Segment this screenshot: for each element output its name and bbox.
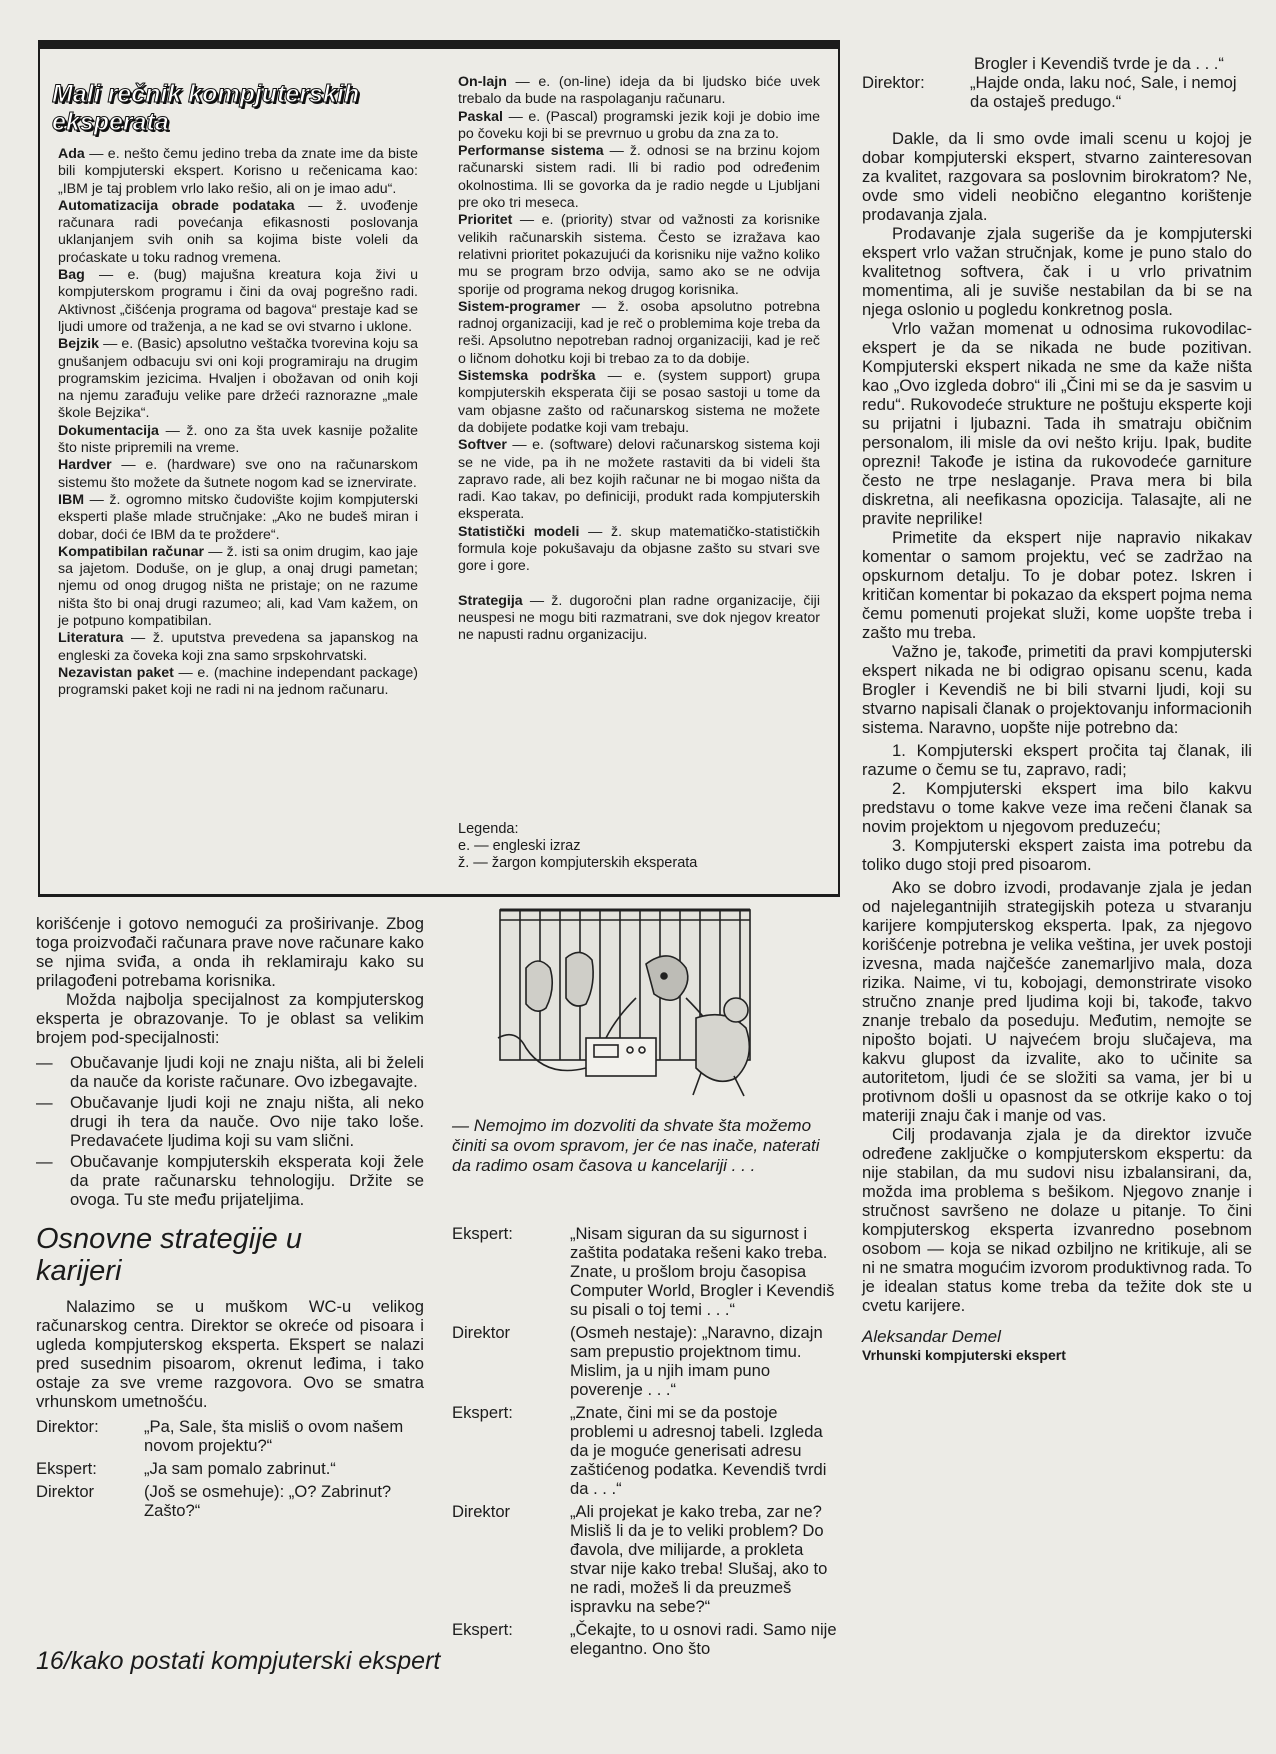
- glossary-definition: — e. nešto čemu jedino treba da znate ime da biste bili kompjuterski ekspert. Korisno u rečenicama kao: „IBM je taj problem vrlo lako rešio, ali on je imao adu“.: [58, 146, 418, 197]
- glossary-entry: [458, 74, 820, 109]
- glossary-definition: — ž. isti sa onim drugim, kao jaje sa jajetom. Doduše, on je glup, a onaj drugi pametan; njemu od onog drugog ništa ne pristaje; on ne razume ništa što bi onaj drugi razumeo; ali, kad Vam kažem, on je potpuno kompatibilan.: [58, 543, 418, 630]
- glossary-entry: [58, 492, 418, 544]
- cartoon-caption: — Nemojmo im dozvoliti da shvate šta možemo činiti sa ovom spravom, jer će nas inače, naterati da radimo osam časova u kancelariji . . .: [452, 1116, 820, 1175]
- glossary-entry: [58, 423, 418, 458]
- right-dialog: [862, 73, 1252, 115]
- glossary-term: Kompatibilan računar: [58, 543, 205, 560]
- left-paragraph-2: Možda najbolja specijalnost za kompjuterskog eksperta je obrazovanje. To je oblast sa velikim brojem pod-specijalnosti:: [36, 990, 424, 1047]
- glossary-term: Ada: [58, 146, 85, 162]
- dialog-row: [36, 1482, 424, 1524]
- glossary-term: Literatura: [58, 630, 124, 647]
- left-dialog: [36, 1417, 424, 1524]
- dialog-line: (Osmeh nestaje): „Naravno, dizajn sam prepustio projektnom timu. Mislim, ja u njih imam puno poverenje . . .“: [570, 1323, 823, 1399]
- glossary-entry: [58, 665, 418, 700]
- numbered-list: [862, 741, 1252, 874]
- dialog-row: [452, 1224, 837, 1323]
- dialog-row: [452, 1323, 837, 1403]
- glossary-term: Statistički modeli: [458, 523, 580, 540]
- right-paragraph: Dakle, da li smo ovde imali scenu u kojoj je dobar kompjuterski ekspert, stvarno zainteresovan za kvalitet, razgovara sa poslovnim birokratom? Ne, ovde smo videli neobično elegantno korištenje prodavanja zjala.: [862, 129, 1252, 224]
- list-item: — Obučavanje ljudi koji ne znaju ništa, ali bi želeli da nauče da koriste računare. Ovo izbegavajte.: [36, 1053, 424, 1091]
- glossary-entry: [458, 524, 820, 576]
- glossary-term: On-lajn: [458, 74, 507, 90]
- dialog-speaker: Ekspert:: [452, 1620, 513, 1639]
- glossary-entry: [458, 368, 820, 437]
- dialog-line: (Još se osmehuje): „O? Zabrinut? Zašto?“: [144, 1482, 392, 1520]
- glossary-entry: [458, 212, 820, 298]
- left-column: [36, 914, 424, 1524]
- dialog-speaker: Direktor:: [862, 73, 925, 92]
- author-name: Aleksandar Demel: [862, 1327, 1001, 1346]
- left-paragraph-1: korišćenje i gotovo nemogući za proširivanje. Zbog toga proizvođači računara prave nove računare kako se njima sviđa, a onda ih reklamiraju kako su prilagođeni potrebama korisnika.: [36, 914, 424, 990]
- dialog-row: [452, 1620, 837, 1662]
- middle-dialog: [452, 1224, 837, 1662]
- glossary-entry: [58, 267, 418, 336]
- right-paragraph: Vrlo važan momenat u odnosima rukovodilac-ekspert je da se nikada ne bude pozitivan. Kompjuterski ekspert nikada ne sme da kaže ništa kao „Ovo izgleda dobro“ ili „Čini mi se da je sasvim u redu“. Rukovodeće strukture ne poštuju eksperte koji su prijatni i ljubazni. Tada ih smatraju običnim personalom, ili misle da ovi nešto kriju. Ipak, budite oprezni! Takođe je istina da rukovodeće garniture često ne trpe neslaganje. Prava mera bi bila diskretna, ali neefikasna opozicija. Talasajte, ali ne pravite neprilike!: [862, 319, 1252, 528]
- dialog-line: „Znate, čini mi se da postoje problemi u adresnoj tabeli. Izgleda da je moguće generisati adresu zaštićenog podatka. Kevendiš tvrdi da . . .“: [570, 1403, 827, 1498]
- glossary-definition: — e. (Pascal) programski jezik koji je dobio ime po čoveku koji bi se prevrnuo u grobu da zna za to.: [458, 108, 820, 142]
- dialog-line: „Nisam siguran da su sigurnost i zaštita podataka rešeni kako treba. Znate, u prošlom broju časopisa Computer World, Brogler i Kevendiš su pisali o toj temi . . .“: [570, 1224, 835, 1319]
- glossary-term: IBM: [58, 491, 85, 508]
- glossary-entry: [58, 630, 418, 665]
- author-title: Vrhunski kompjuterski ekspert: [862, 1347, 1066, 1363]
- glossary-column-2: [458, 74, 820, 645]
- glossary-definition: — ž. dugoročni plan radne organizacije, čiji neuspesi ne mogu biti razmatrani, sve dok njegov kreator ne napusti radnu organizaciju.: [458, 592, 820, 644]
- glossary-entry: [58, 457, 418, 492]
- glossary-term: Sistem-programer: [458, 298, 581, 315]
- glossary-definition: — e. (bug) majušna kreatura koja živi u kompjuterskom programu i čini da ovaj pogrešno radi. Aktivnost „čišćenja programa od bagova“ prestaje kad se ljudi umore od traženja, a ne kad se ovi stvarno i uklone.: [58, 267, 418, 335]
- cartoon-illustration: [496, 898, 814, 1112]
- right-column: [862, 54, 1252, 1365]
- glossary-term: Dokumentacija: [58, 422, 159, 439]
- section-heading: Osnovne strategije u karijeri: [36, 1223, 302, 1287]
- glossary-definition: — e. (machine independant package) programski paket koji ne radi ni na jednom računaru.: [58, 664, 418, 699]
- list-item: 1. Kompjuterski ekspert pročita taj članak, ili razume o čemu se tu, zapravo, radi;: [862, 741, 1252, 779]
- education-list: [36, 1053, 424, 1209]
- glossary-term: Softver: [458, 437, 507, 454]
- glossary-entry: [458, 593, 820, 645]
- dialog-row: [452, 1403, 837, 1502]
- list-item: 2. Kompjuterski ekspert ima bilo kakvu predstavu o tome kakve veze ima rečeni članak sa novim projektom u njegovom preduzeću;: [862, 779, 1252, 836]
- glossary-term: Nezavistan paket: [58, 664, 174, 681]
- left-paragraph-3: Nalazimo se u muškom WC-u velikog računarskog centra. Direktor se okreće od pisoara i ugleda kompjuterskog eksperta. Ekspert se nalazi pred susednim pisoarom, okrenut leđima, i tako ostaje za sve vreme razgovora. Ovo se smatra vrhunskom umetnošću.: [36, 1297, 424, 1411]
- dialog-speaker: Ekspert:: [36, 1459, 97, 1478]
- dialog-row: [36, 1459, 424, 1482]
- glossary-entry: [58, 198, 418, 267]
- glossary-definition: — ž. odnosi se na brzinu kojom računarski sistem radi. Ili bi radio pod određenim okolnostima. Ili se govorka da je radio negde u Ljubljani pre oko tri meseca.: [458, 143, 821, 212]
- dialog-row: [452, 1502, 837, 1620]
- glossary-term: Bag: [58, 267, 85, 284]
- glossary-definition: — ž. ono za šta uvek kasnije požalite što niste pripremili na vreme.: [58, 422, 418, 457]
- right-continuation: Brogler i Kevendiš tvrde je da . . .“: [974, 54, 1224, 73]
- glossary-term: Bejzik: [58, 336, 100, 353]
- glossary-entry: [58, 146, 418, 198]
- glossary-definition: — e. (hardware) sve ono na računarskom sistemu što možete da šutnete nogom kad se iznervirate.: [58, 457, 418, 491]
- glossary-entry: [58, 336, 418, 422]
- glossary-definition: — e. (software) delovi računarskog sistema koji se ne vide, pa ih ne možete rastaviti da bi videli šta zapravo rade, ali bez kojih računar ne bi mogao ništa da radi. Kao takav, po definiciji, produkt rada kompjuterskih eksperata.: [458, 437, 820, 523]
- glossary-entry: [458, 109, 820, 144]
- middle-column: [452, 1224, 837, 1662]
- glossary-term: Hardver: [58, 457, 112, 474]
- legend-english: e. — engleski izraz: [458, 838, 581, 854]
- dialog-line: „Čekajte, to u osnovi radi. Samo nije elegantno. Ono što: [570, 1620, 837, 1658]
- list-item: — Obučavanje ljudi koji ne znaju ništa, ali neko drugi ih tera da nauče. Ovo nije tako loše. Predavaćete ljudima koji su vam slični.: [36, 1093, 424, 1150]
- legend-title: Legenda:: [458, 821, 519, 837]
- glossary-definition: — ž. ogromno mitsko čudovište kojim kompjuterski eksperti plaše mlade stručnjake: „Ako ne budeš miran i dobar, doći će IBM da te proždere“.: [58, 491, 418, 543]
- glossary-definition: — ž. uvođenje računara radi povećanja efikasnosti poslovanja uklanjanjem svih onih sa kojima biste voleli da proćaskate u toku radnog vremena.: [58, 197, 418, 266]
- glossary-definition: — e. (on-line) ideja da bi ljudsko biće uvek trebalo da bude na raspolaganju računaru.: [458, 74, 820, 108]
- dialog-speaker: Ekspert:: [452, 1403, 513, 1422]
- glossary-entry: [458, 299, 820, 368]
- dialog-speaker: Direktor: [36, 1482, 95, 1501]
- glossary-term: Sistemska podrška: [458, 368, 596, 385]
- glossary-title: Mali rečnik kompjuterskih eksperata: [52, 80, 360, 136]
- glossary-entry: [458, 143, 820, 212]
- page-footer: 16/kako postati kompjuterski ekspert: [36, 1647, 441, 1675]
- glossary-term: Prioritet: [458, 212, 513, 229]
- glossary-term: Paskal: [458, 108, 503, 125]
- right-paragraph: Ako se dobro izvodi, prodavanje zjala je jedan od najelegantnijih strategijskih poteza u stvaranju karijere kompjuterskog eksperta. Ipak, za njegovo korišćenje potrebna je velika veština, jer uvek postoji izvesna, mada najčešće zanemarljivo mala, doza rizika. Naime, vi tu, kobojagi, demonstrirate visoko stručno znanje pred ljudima koji bi, takođe, takvo znanje trebalo da poseduju. Međutim, nemojte se nipošto bojati. U najvećem broju slučajeva, ma kakvu glupost da izvalite, ako to učinite sa autoritetom, ljudi će se složiti sa vama, jer bi u protivnom došli u opasnost da se otkrije kako o toj materiji znaju čak i manje od vas.: [862, 878, 1252, 1125]
- dialog-row: [862, 73, 1252, 115]
- legend-jargon: ž. — žargon kompjuterskih eksperata: [458, 855, 698, 871]
- dialog-line: „Hajde onda, laku noć, Sale, i nemoj da ostaješ predugo.“: [970, 73, 1237, 111]
- glossary-definition: — ž. skup matematičko-statističkih formula koje pokušavaju da objasne zašto su stvari sve gore i gore.: [458, 523, 821, 575]
- glossary-entry: [458, 437, 820, 523]
- glossary-term: Strategija: [458, 592, 523, 609]
- dialog-speaker: Direktor: [452, 1323, 511, 1342]
- dialog-line: „Ali projekat je kako treba, zar ne? Misliš li da je to veliki problem? Do đavola, dve milijarde, a prokleta stvar nije kako treba! Slušaj, ako to ne radi, možeš li da preuzmeš ispravku na sebe?“: [570, 1502, 828, 1616]
- right-paragraph: Važno je, takođe, primetiti da pravi kompjuterski ekspert nikada ne bi odigrao opisanu scenu, kada Brogler i Kevendiš ne bi bili stvarni ljudi, koji su stvarno napisali članak o projektovanju informacionih sistema. Naravno, uopšte nije potrebno da:: [862, 642, 1252, 737]
- glossary-term: Performanse sistema: [458, 143, 604, 160]
- dialog-speaker: Direktor:: [36, 1417, 99, 1436]
- right-paragraph: Prodavanje zjala sugeriše da je kompjuterski ekspert vrlo važan stručnjak, kome je puno stalo do kvalitetnog softvera, čak i u vrlo privatnim momentima, ali je suviše nestabilan da bi se na njega oslonio u pogledu konkretnog posla.: [862, 224, 1252, 319]
- glossary-definition: — e. (priority) stvar od važnosti za korisnike velikih računarskih sistema. Često se izražava kao relativni prioritet pokazujući da korisniku nije važno koliko mu se program brzo odvija, samo ako se ne odvija sporije od programa nekog drugog korisnika.: [458, 212, 820, 298]
- glossary-term: Automatizacija obrade podataka: [58, 197, 295, 214]
- dialog-row: [36, 1417, 424, 1459]
- glossary-definition: — ž. uputstva prevedena sa japanskog na engleski za čoveka koji zna samo srpskohrvatski.: [58, 630, 418, 664]
- right-paragraph: Primetite da ekspert nije napravio nikakav komentar o samom projektu, već se zadržao na opskurnom detalju. To je dobar potez. Iskren i kritičan komentar bi pokazao da ekspert pojma nema čemu pomenuti projekat služi, kome uopšte treba i zašto mu treba.: [862, 528, 1252, 642]
- glossary-definition: — e. (system support) grupa kompjuterskih eksperata čiji se posao sastoji u tome da vam objasne zašto od računarskog sistema ne možete da dobijete podatke koji vam trebaju.: [458, 368, 820, 436]
- right-paragraph: Cilj prodavanja zjala je da direktor izvuče određene zaključke o kompjuterskom ekspertu: da nije stabilan, da mu sudovi nisu izbalansirani, da, možda ima problema s bešikom. Njegovo znanje i stručnost savršeno ne dolaze u pitanje. To čini kompjuterskog eksperta izvanredno posebnom osobom — koja se nikad ozbiljno ne kritikuje, ali se ni ne smatra mogućim izvorom produktivnog rada. To je idealan status kome treba da težite dok ste u cvetu karijere.: [862, 1125, 1252, 1315]
- glossary-column-1: [58, 146, 418, 700]
- glossary-legend: [458, 821, 820, 872]
- dialog-speaker: Ekspert:: [452, 1224, 513, 1243]
- list-item: — Obučavanje kompjuterskih eksperata koji žele da prate računarsku tehnologiju. Držite se ovoga. Tu ste među prijateljima.: [36, 1152, 424, 1209]
- glossary-definition: — e. (Basic) apsolutno veštačka tvorevina koju sa gnušanjem odbacuju svi oni koji programiraju na drugim programskim jezicima. Hvaljen i obožavan od onih koji na njemu zarađuju velike pare držeći raznorazne „male škole Bejzika“.: [58, 336, 418, 422]
- glossary-entry: [58, 544, 418, 630]
- dialog-speaker: Direktor: [452, 1502, 511, 1521]
- dialog-line: „Ja sam pomalo zabrinut.“: [144, 1459, 336, 1478]
- list-item: 3. Kompjuterski ekspert zaista ima potrebu da toliko dugo stoji pred pisoarom.: [862, 836, 1252, 874]
- glossary-definition: — ž. osoba apsolutno potrebna radnoj organizaciji, kad je reč o problemima koje treba da reši. Apsolutno nepotreban radnoj organizaciji, kad je reč o ličnom dohotku koji bi trebao za to da dobije.: [458, 298, 820, 367]
- dialog-line: „Pa, Sale, šta misliš o ovom našem novom projektu?“: [144, 1417, 404, 1455]
